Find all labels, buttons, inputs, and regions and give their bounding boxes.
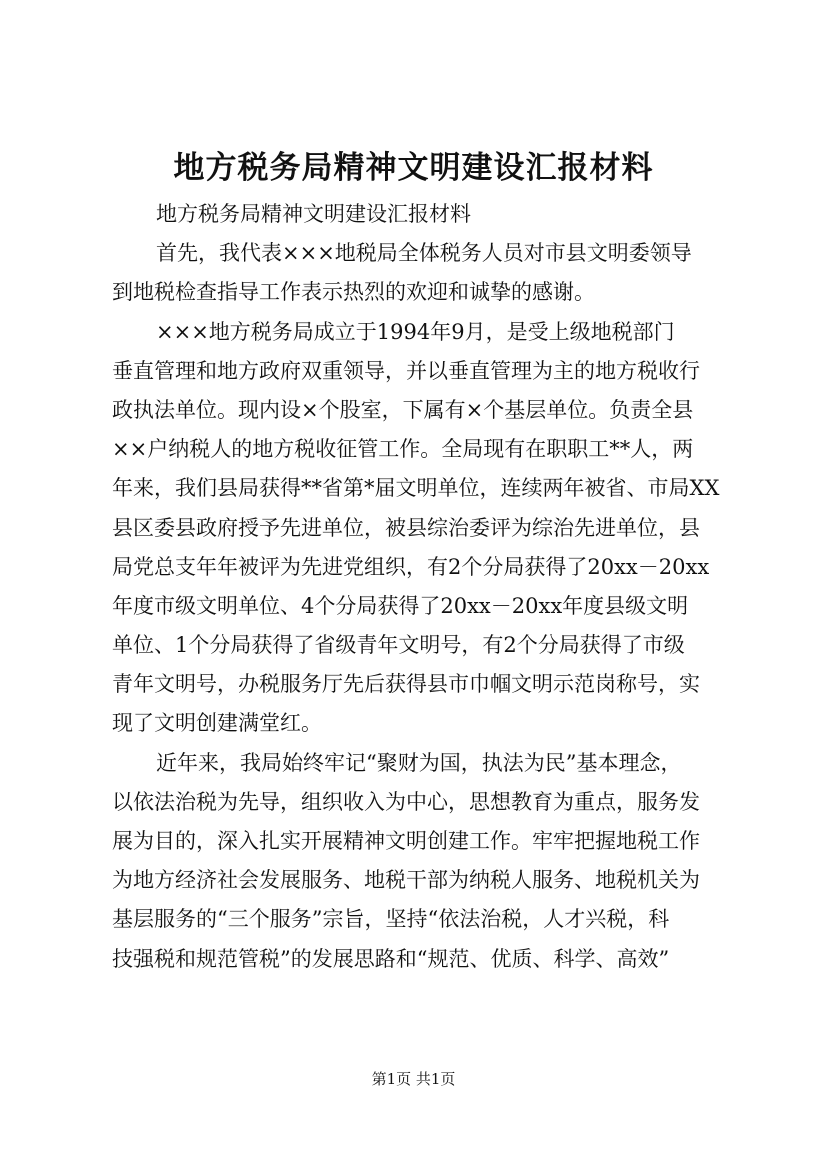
paragraph-line: 以依法治税为先导，组织收入为中心，思想教育为重点，服务发: [112, 789, 700, 814]
paragraph-line: 单位、1个分局获得了省级青年文明号，有2个分局获得了市级: [112, 633, 685, 658]
paragraph-line: 基层服务的“三个服务”宗旨，坚持“依法治税，人才兴税，科: [112, 907, 670, 932]
paragraph-line: 为地方经济社会发展服务、地税干部为纳税人服务、地税机关为: [112, 868, 700, 893]
paragraph-line: 县区委县政府授予先进单位，被县综治委评为综治先进单位，县: [112, 515, 700, 540]
paragraph-line: 到地税检查指导工作表示热烈的欢迎和诚挚的感谢。: [112, 280, 595, 305]
paragraph-line: 年来，我们县局获得**省第*届文明单位，连续两年被省、市局XX: [112, 476, 720, 501]
paragraph-line: 现了文明创建满堂红。: [112, 711, 322, 736]
document-title: 地方税务局精神文明建设汇报材料: [173, 150, 654, 186]
subtitle-line: 地方税务局精神文明建设汇报材料: [156, 202, 471, 226]
paragraph-line: 近年来，我局始终牢记“聚财为国，执法为民”基本理念，: [156, 750, 682, 775]
page-footer: 第1页 共1页: [371, 1070, 456, 1088]
paragraph-line: ×××地方税务局成立于1994年9月，是受上级地税部门: [156, 319, 675, 344]
paragraph-line: 垂直管理和地方政府双重领导，并以垂直管理为主的地方税收行: [112, 358, 700, 383]
paragraph-line: 局党总支年年被评为先进党组织，有2个分局获得了20xx－20xx: [112, 554, 710, 579]
paragraph-line: 首先，我代表×××地税局全体税务人员对市县文明委领导: [156, 241, 692, 266]
paragraph-line: 技强税和规范管税”的发展思路和“规范、优质、科学、高效”: [112, 946, 670, 971]
paragraph-line: 青年文明号，办税服务厅先后获得县市巾帼文明示范岗称号，实: [112, 672, 700, 697]
paragraph-line: 政执法单位。现内设×个股室，下属有×个基层单位。负责全县: [112, 397, 694, 422]
paragraph-line: ××户纳税人的地方税收征管工作。全局现有在职职工**人，两: [112, 437, 694, 462]
document-body: [112, 195, 740, 979]
paragraph-line: 展为目的，深入扎实开展精神文明创建工作。牢牢把握地税工作: [112, 829, 700, 853]
paragraph-line: 年度市级文明单位、4个分局获得了20xx－20xx年度县级文明: [112, 593, 689, 618]
